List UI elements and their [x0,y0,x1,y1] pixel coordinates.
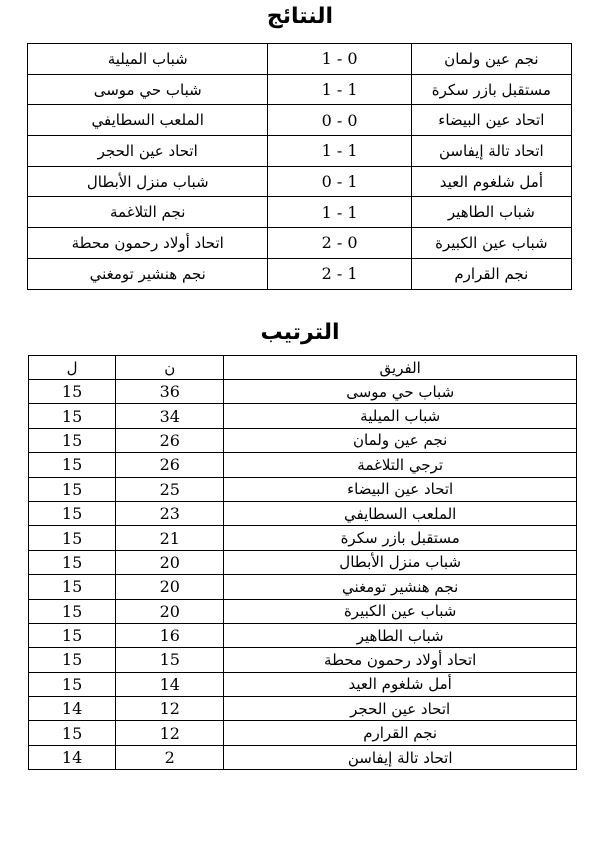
standings-row [29,550,577,574]
match-score: 0 - 1 [268,166,411,197]
standings-row [29,721,577,745]
results-table [27,43,572,290]
team-cell: مستقبل بازر سكرة [224,526,577,550]
played-cell: 14 [29,745,116,769]
home-team: شباب عين الكبيرة [411,228,571,259]
points-header: ن [116,356,224,380]
team-header: الفريق [224,356,577,380]
team-cell: ترجي التلاغمة [224,453,577,477]
standings-row [29,672,577,696]
standings-row [29,453,577,477]
match-score: 2 - 0 [268,228,411,259]
match-row [28,258,572,289]
played-cell: 14 [29,697,116,721]
points-cell: 12 [116,697,224,721]
points-cell: 20 [116,599,224,623]
away-team: الملعب السطايفي [28,105,268,136]
played-cell: 15 [29,477,116,501]
played-cell: 15 [29,526,116,550]
home-team: اتحاد عين البيضاء [411,105,571,136]
match-row [28,44,572,75]
match-score: 2 - 1 [268,258,411,289]
team-cell: الملعب السطايفي [224,501,577,525]
points-cell: 12 [116,721,224,745]
results-title: النتائج [266,4,334,29]
away-team: شباب منزل الأبطال [28,166,268,197]
points-cell: 26 [116,428,224,452]
points-cell: 20 [116,550,224,574]
standings-row [29,623,577,647]
away-team: شباب الميلية [28,44,268,75]
match-score: 0 - 0 [268,105,411,136]
home-team: مستقبل بازر سكرة [411,74,571,105]
team-cell: شباب عين الكبيرة [224,599,577,623]
standings-row [29,697,577,721]
points-cell: 21 [116,526,224,550]
played-cell: 15 [29,599,116,623]
team-cell: اتحاد عين الحجر [224,697,577,721]
match-score: 1 - 0 [268,44,411,75]
team-cell: نجم القرارم [224,721,577,745]
standings-row [29,648,577,672]
team-cell: شباب حي موسى [224,380,577,404]
points-cell: 14 [116,672,224,696]
team-cell: اتحاد تالة إيفاسن [224,745,577,769]
played-cell: 15 [29,380,116,404]
points-cell: 16 [116,623,224,647]
match-row [28,197,572,228]
match-score: 1 - 1 [268,136,411,167]
played-cell: 15 [29,575,116,599]
match-row [28,136,572,167]
points-cell: 20 [116,575,224,599]
played-cell: 15 [29,648,116,672]
team-cell: شباب الطاهير [224,623,577,647]
standings-row [29,575,577,599]
standings-row [29,745,577,769]
home-team: نجم عين ولمان [411,44,571,75]
standings-row [29,477,577,501]
team-cell: نجم عين ولمان [224,428,577,452]
played-cell: 15 [29,672,116,696]
team-cell: أمل شلغوم العيد [224,672,577,696]
home-team: أمل شلغوم العيد [411,166,571,197]
standings-row [29,526,577,550]
standings-row [29,501,577,525]
points-cell: 15 [116,648,224,672]
played-cell: 15 [29,623,116,647]
points-cell: 26 [116,453,224,477]
away-team: نجم التلاغمة [28,197,268,228]
away-team: اتحاد أولاد رحمون محطة [28,228,268,259]
home-team: شباب الطاهير [411,197,571,228]
points-cell: 23 [116,501,224,525]
standings-title: الترتيب [260,320,340,345]
away-team: نجم هنشير تومغني [28,258,268,289]
match-row [28,228,572,259]
played-header: ل [29,356,116,380]
points-cell: 2 [116,745,224,769]
team-cell: نجم هنشير تومغني [224,575,577,599]
standings-header-row [29,356,577,380]
standings-row [29,428,577,452]
standings-row [29,599,577,623]
match-row [28,166,572,197]
match-row [28,74,572,105]
team-cell: شباب الميلية [224,404,577,428]
played-cell: 15 [29,550,116,574]
standings-row [29,380,577,404]
played-cell: 15 [29,501,116,525]
team-cell: اتحاد أولاد رحمون محطة [224,648,577,672]
away-team: اتحاد عين الحجر [28,136,268,167]
home-team: نجم القرارم [411,258,571,289]
match-score: 1 - 1 [268,74,411,105]
standings-row [29,404,577,428]
team-cell: شباب منزل الأبطال [224,550,577,574]
played-cell: 15 [29,404,116,428]
played-cell: 15 [29,721,116,745]
points-cell: 36 [116,380,224,404]
away-team: شباب حي موسى [28,74,268,105]
played-cell: 15 [29,453,116,477]
played-cell: 15 [29,428,116,452]
team-cell: اتحاد عين البيضاء [224,477,577,501]
points-cell: 25 [116,477,224,501]
match-row [28,105,572,136]
match-score: 1 - 1 [268,197,411,228]
home-team: اتحاد تالة إيفاسن [411,136,571,167]
points-cell: 34 [116,404,224,428]
standings-table [28,355,577,770]
